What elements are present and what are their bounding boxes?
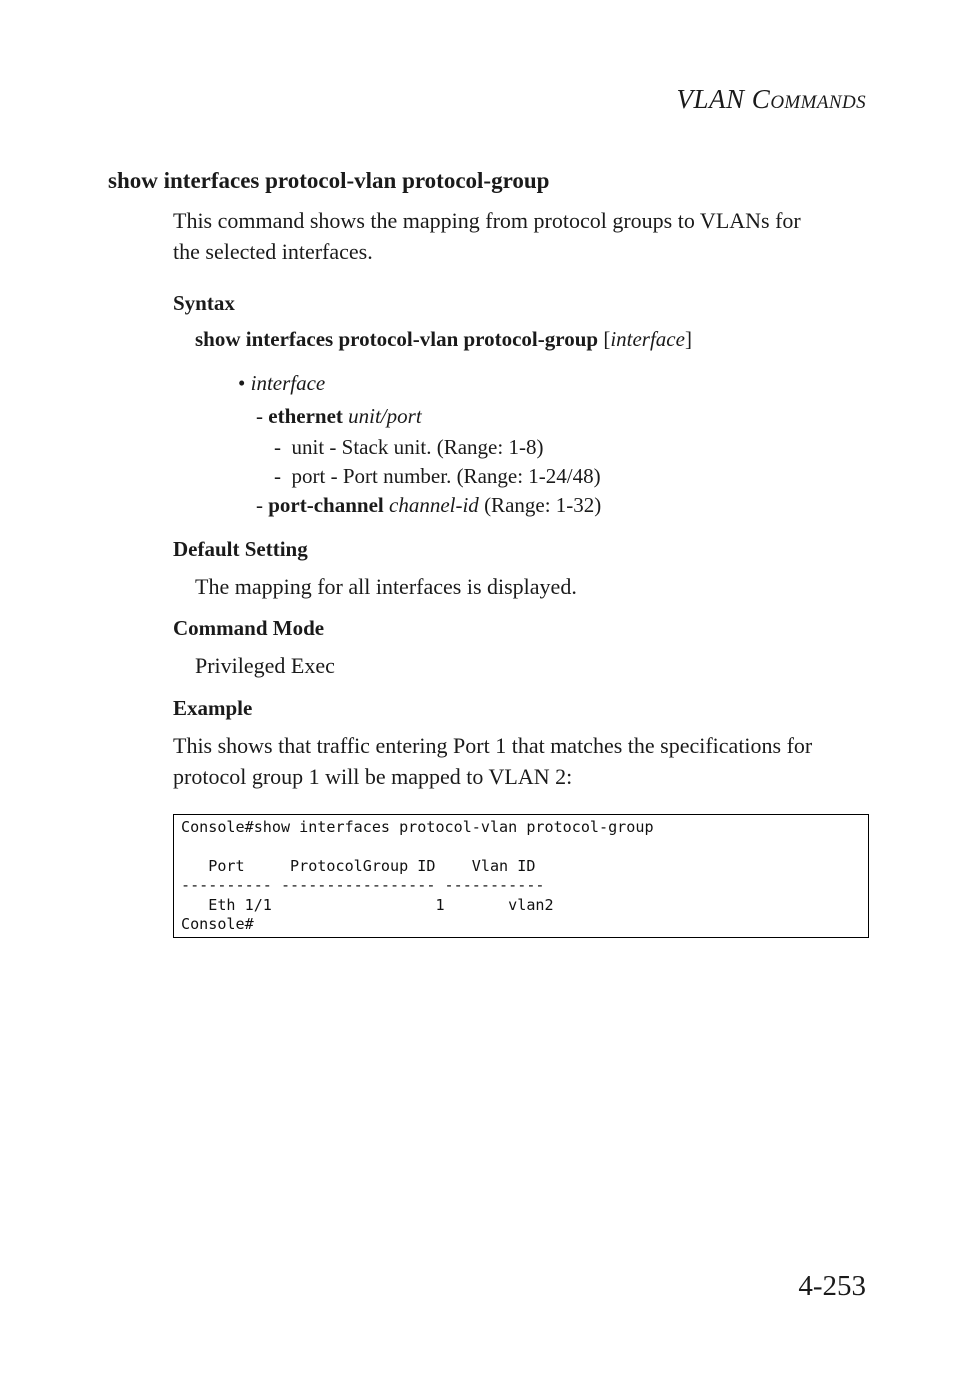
ethernet-keyword: ethernet [268, 404, 343, 428]
page-number: 4-253 [798, 1270, 866, 1302]
command-title: show interfaces protocol-vlan protocol-group [108, 168, 550, 193]
port-channel-argument: channel-id [389, 493, 479, 517]
dash-icon: - [256, 493, 263, 517]
code-example: Console#show interfaces protocol-vlan protocol-group Port ProtocolGroup ID Vlan ID ---------- ----------------- ----------- Eth 1/1 1 vlan2 Console# [181, 818, 654, 934]
dash-icon: - [274, 464, 281, 488]
ethernet-argument: unit/port [348, 404, 422, 428]
syntax-command-line [195, 327, 692, 352]
example-line-1: This shows that traffic entering Port 1 that matches the specifications for [173, 733, 813, 758]
unit-item [274, 435, 543, 460]
running-head-small-caps: OMMANDS [770, 92, 866, 113]
interface-label: interface [250, 371, 326, 395]
dash-icon: - [256, 404, 263, 428]
syntax-heading: Syntax [173, 291, 235, 315]
description-line-2: the selected interfaces. [173, 239, 373, 264]
code-example-box [173, 814, 869, 938]
syntax-bracket-open: [ [598, 327, 611, 351]
unit-text: unit - Stack unit. (Range: 1-8) [291, 435, 544, 459]
example-description [173, 730, 812, 792]
port-channel-range: (Range: 1-32) [478, 493, 602, 517]
port-channel-keyword: port-channel [268, 493, 384, 517]
syntax-param: interface [610, 327, 685, 351]
bullet-icon: • [238, 371, 246, 395]
ethernet-item [256, 404, 422, 429]
description [173, 205, 801, 267]
example-line-2: protocol group 1 will be mapped to VLAN 2: [173, 764, 573, 789]
running-head-main: VLAN C [676, 84, 771, 114]
description-line-1: This command shows the mapping from protocol groups to VLANs for [173, 208, 801, 233]
default-setting-text: The mapping for all interfaces is displayed. [195, 574, 577, 599]
command-mode-text: Privileged Exec [195, 653, 335, 678]
dash-icon: - [274, 435, 281, 459]
command-mode-heading: Command Mode [173, 616, 325, 640]
interface-bullet-item [238, 371, 325, 396]
syntax-bracket-close: ] [684, 327, 692, 351]
example-heading: Example [173, 696, 253, 720]
default-setting-heading: Default Setting [173, 537, 308, 561]
running-head [677, 84, 866, 115]
port-channel-item [256, 493, 601, 518]
port-text: port - Port number. (Range: 1-24/48) [291, 464, 601, 488]
port-item [274, 464, 601, 489]
syntax-command: show interfaces protocol-vlan protocol-group [195, 327, 599, 351]
